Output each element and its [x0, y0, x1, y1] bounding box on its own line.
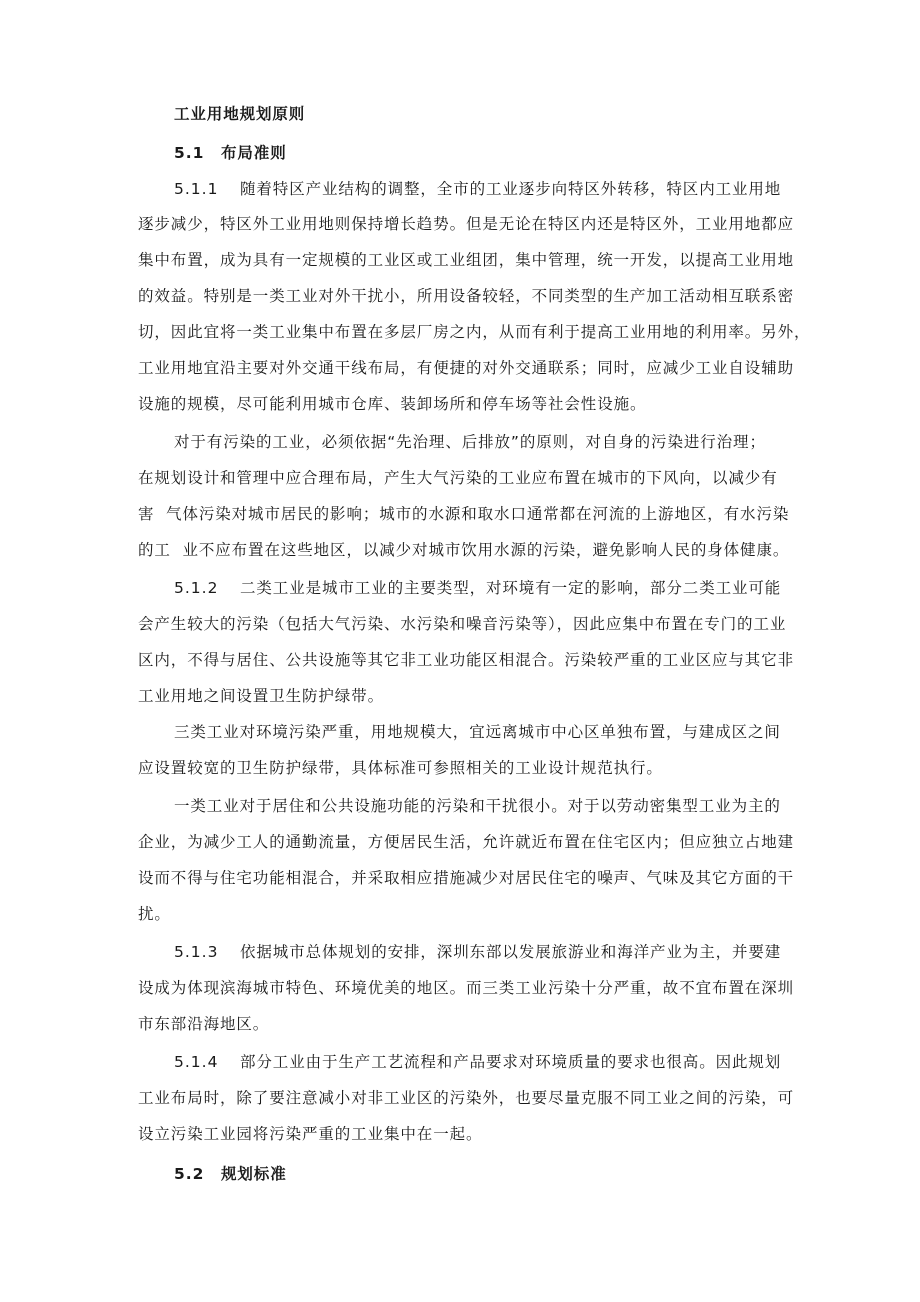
section-number-5-1: 5.1	[174, 144, 205, 162]
document-title: 工业用地规划原则	[174, 105, 306, 123]
paragraph-line: 在规划设计和管理中应合理布局，产生大气污染的工业应布置在城市的下风向，以减少有	[138, 469, 778, 487]
paragraph-line: 对于有污染的工业，必须依据“先治理、后排放”的原则，对自身的污染进行治理；	[174, 433, 766, 451]
paragraph-line: 会产生较大的污染（包括大气污染、水污染和噪音污染等），因此应集中布置在专门的工业	[138, 615, 787, 633]
paragraph-line: 工业用地之间设置卫生防护绿带。	[138, 687, 385, 705]
section-number-5-2: 5.2	[174, 1165, 205, 1183]
paragraph-line: 工业布局时，除了要注意减小对非工业区的污染外，也要尽量克服不同工业之间的污染，可	[138, 1089, 795, 1107]
paragraph-line: 集中布置，成为具有一定规模的工业区或工业组团，集中管理，统一开发，以提高工业用地	[138, 251, 795, 269]
paragraph-line: 设施的规模，尽可能利用城市仓库、装卸场所和停车场等社会性设施。	[138, 395, 647, 413]
section-heading-5-2: 规划标准	[221, 1165, 287, 1183]
paragraph-line: 市东部沿海地区。	[138, 1015, 270, 1033]
paragraph-line: 工业用地宜沿主要对外交通干线布局，有便捷的对外交通联系；同时，应减少工业自设辅助	[138, 359, 795, 377]
paragraph-line: 依据城市总体规划的安排，深圳东部以发展旅游业和海洋产业为主，并要建	[240, 943, 782, 961]
paragraph-line: 切，因此宜将一类工业集中布置在多层厂房之内，从而有利于提高工业用地的利用率。另外，	[138, 323, 811, 341]
paragraph-line: 设立污染工业园将污染严重的工业集中在一起。	[138, 1125, 483, 1143]
paragraph-line: 设成为体现滨海城市特色、环境优美的地区。而三类工业污染十分严重，故不宜布置在深圳	[138, 979, 795, 997]
paragraph-line: 三类工业对环境污染严重，用地规模大，宜远离城市中心区单独布置，与建成区之间	[174, 723, 781, 741]
paragraph-line: 企业，为减少工人的通勤流量，方便居民生活，允许就近布置在住宅区内；但应独立占地建	[138, 833, 795, 851]
paragraph-line: 部分工业由于生产工艺流程和产品要求对环境质量的要求也很高。因此规划	[240, 1053, 782, 1071]
paragraph-line: 扰。	[138, 905, 171, 923]
paragraph-line: 逐步减少，特区外工业用地则保持增长趋势。但是无论在特区内还是特区外，工业用地都应	[138, 215, 795, 233]
clause-number-5-1-1: 5.1.1	[174, 180, 219, 198]
paragraph-line: 设而不得与住宅功能相混合，并采取相应措施减少对居民住宅的噪声、气味及其它方面的干	[138, 869, 795, 887]
clause-number-5-1-3: 5.1.3	[174, 943, 219, 961]
paragraph-line: 二类工业是城市工业的主要类型，对环境有一定的影响，部分二类工业可能	[240, 579, 782, 597]
paragraph-line: 害 气体污染对城市居民的影响；城市的水源和取水口通常都在河流的上游地区，有水污染	[138, 505, 790, 523]
paragraph-line: 一类工业对于居住和公共设施功能的污染和干扰很小。对于以劳动密集型工业为主的	[174, 797, 781, 815]
paragraph-line: 区内，不得与居住、公共设施等其它非工业功能区相混合。污染较严重的工业区应与其它非	[138, 651, 795, 669]
paragraph-line: 随着特区产业结构的调整，全市的工业逐步向特区外转移，特区内工业用地	[240, 180, 782, 198]
paragraph-line: 的工 业不应布置在这些地区，以减少对城市饮用水源的污染，避免影响人民的身体健康。	[138, 541, 790, 559]
paragraph-line: 应设置较宽的卫生防护绿带，具体标准可参照相关的工业设计规范执行。	[138, 759, 663, 777]
paragraph-line: 的效益。特别是一类工业对外干扰小，所用设备较轻，不同类型的生产加工活动相互联系密	[138, 287, 795, 305]
clause-number-5-1-2: 5.1.2	[174, 579, 219, 597]
section-heading-5-1: 布局准则	[221, 144, 287, 162]
clause-number-5-1-4: 5.1.4	[174, 1053, 219, 1071]
